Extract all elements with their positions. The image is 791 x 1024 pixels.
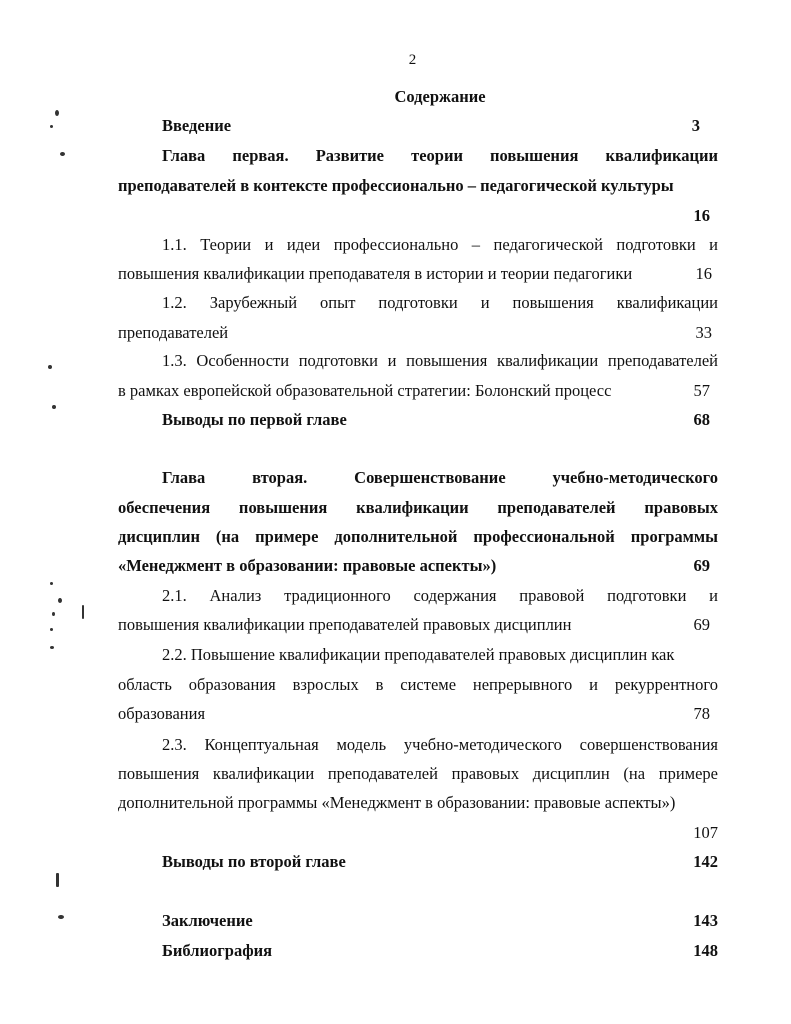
page-number: 2 — [408, 52, 417, 68]
toc-chapter2-page: 69 — [693, 556, 710, 575]
toc-section-1-3-line2: в рамках европейской образовательной стратегии: Болонский процесс — [118, 381, 612, 400]
toc-section-2-1-line2: повышения квалификации преподавателей правовых дисциплин — [118, 615, 572, 634]
scan-speck — [58, 915, 64, 919]
toc-bibliography-page: 148 — [693, 941, 718, 960]
toc-section-1-2-page: 33 — [695, 323, 712, 342]
toc-chapter1-conclusion-label: Выводы по первой главе — [162, 410, 347, 429]
toc-chapter1-line1: Глава первая. Развитие теории повышения квалификации — [162, 146, 718, 165]
toc-intro-page: 3 — [691, 116, 700, 135]
toc-chapter1-conclusion-page: 68 — [693, 410, 710, 429]
scan-speck — [60, 152, 65, 156]
toc-chapter2-conclusion-label: Выводы по второй главе — [162, 852, 346, 871]
toc-section-2-1-line1: 2.1. Анализ традиционного содержания правовой подготовки и — [162, 586, 718, 605]
toc-section-1-2-line1: 1.2. Зарубежный опыт подготовки и повышения квалификации — [162, 293, 718, 312]
toc-section-1-1-line2: повышения квалификации преподавателя в истории и теории педагогики — [118, 264, 633, 283]
toc-section-2-3-page: 107 — [693, 823, 718, 842]
scan-speck — [50, 646, 54, 649]
page-title: Содержание — [394, 87, 486, 106]
scan-speck — [52, 612, 55, 616]
scan-speck — [82, 605, 84, 619]
toc-chapter1-page: 16 — [693, 206, 710, 225]
toc-final-label: Заключение — [162, 911, 253, 930]
toc-section-2-2-line3: образования — [118, 704, 206, 723]
toc-chapter2-conclusion-page: 142 — [693, 852, 718, 871]
toc-chapter2-line4: «Менеджмент в образовании: правовые аспекты») — [118, 556, 497, 575]
scan-speck — [55, 110, 59, 116]
scan-speck — [52, 405, 56, 409]
toc-chapter2-line1: Глава вторая. Совершенствование учебно-методического — [162, 468, 718, 487]
toc-bibliography-label: Библиография — [162, 941, 273, 960]
toc-section-1-3-line1: 1.3. Особенности подготовки и повышения квалификации преподавателей — [162, 351, 718, 370]
toc-final-page: 143 — [693, 911, 718, 930]
toc-section-1-1-line1: 1.1. Теории и идеи профессионально – педагогической подготовки и — [162, 235, 718, 254]
toc-section-1-2-line2: преподавателей — [118, 323, 229, 342]
toc-section-2-2-line2: область образования взрослых в системе непрерывного и рекуррентного — [118, 675, 718, 694]
toc-chapter2-line3: дисциплин (на примере дополнительной профессиональной программы — [118, 527, 718, 546]
toc-section-1-1-page: 16 — [695, 264, 712, 283]
toc-intro-label: Введение — [162, 116, 232, 135]
toc-section-2-3-line3: дополнительной программы «Менеджмент в образовании: правовые аспекты») — [118, 793, 676, 812]
toc-section-1-3-page: 57 — [693, 381, 710, 400]
toc-section-2-3-line2: повышения квалификации преподавателей правовых дисциплин (на примере — [118, 764, 718, 783]
scan-speck — [50, 582, 53, 585]
toc-section-2-1-page: 69 — [693, 615, 710, 634]
toc-section-2-3-line1: 2.3. Концептуальная модель учебно-методического совершенствования — [162, 735, 718, 754]
scan-speck — [50, 628, 53, 631]
toc-section-2-2-line1: 2.2. Повышение квалификации преподавателей правовых дисциплин как — [162, 645, 675, 664]
scan-speck — [48, 365, 52, 369]
toc-chapter2-line2: обеспечения повышения квалификации преподавателей правовых — [118, 498, 718, 517]
scan-speck — [58, 598, 62, 603]
toc-chapter1-line2: преподавателей в контексте профессионально – педагогической культуры — [118, 176, 674, 195]
scan-speck — [56, 873, 59, 887]
scan-speck — [50, 125, 53, 128]
toc-section-2-2-page: 78 — [693, 704, 710, 723]
